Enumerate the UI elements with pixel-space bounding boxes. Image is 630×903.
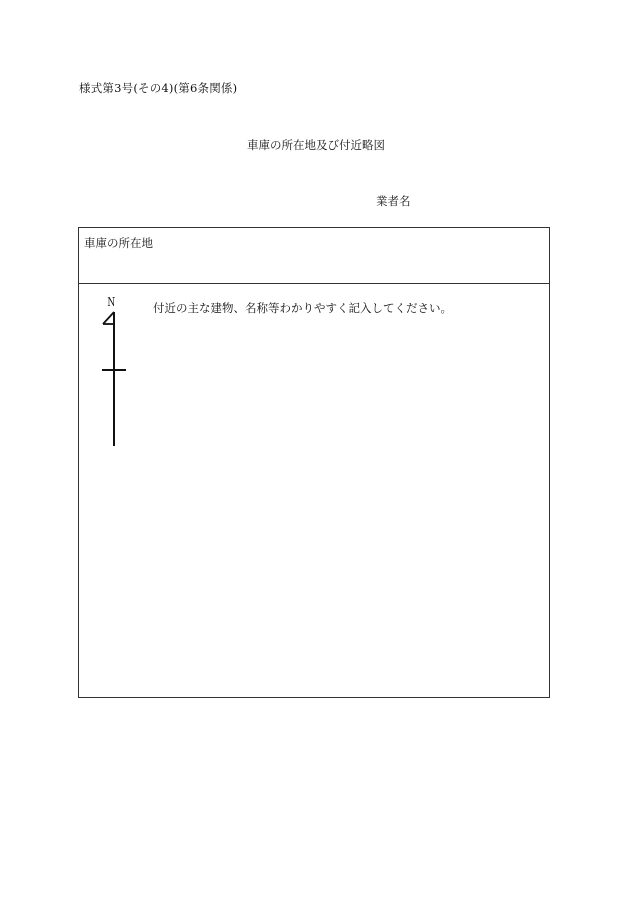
north-arrow-icon bbox=[99, 294, 129, 449]
form-table bbox=[78, 227, 550, 698]
vicinity-map-area[interactable] bbox=[79, 284, 549, 697]
garage-location-field[interactable] bbox=[79, 228, 549, 284]
north-label: N bbox=[107, 295, 116, 309]
form-number: 様式第3号(その4)(第6条関係) bbox=[79, 81, 238, 95]
document-title: 車庫の所在地及び付近略図 bbox=[247, 138, 385, 152]
garage-location-label: 車庫の所在地 bbox=[84, 236, 153, 250]
vendor-name-label: 業者名 bbox=[376, 194, 411, 208]
map-instruction-text: 付近の主な建物、名称等わかりやすく記入してください。 bbox=[153, 301, 452, 315]
